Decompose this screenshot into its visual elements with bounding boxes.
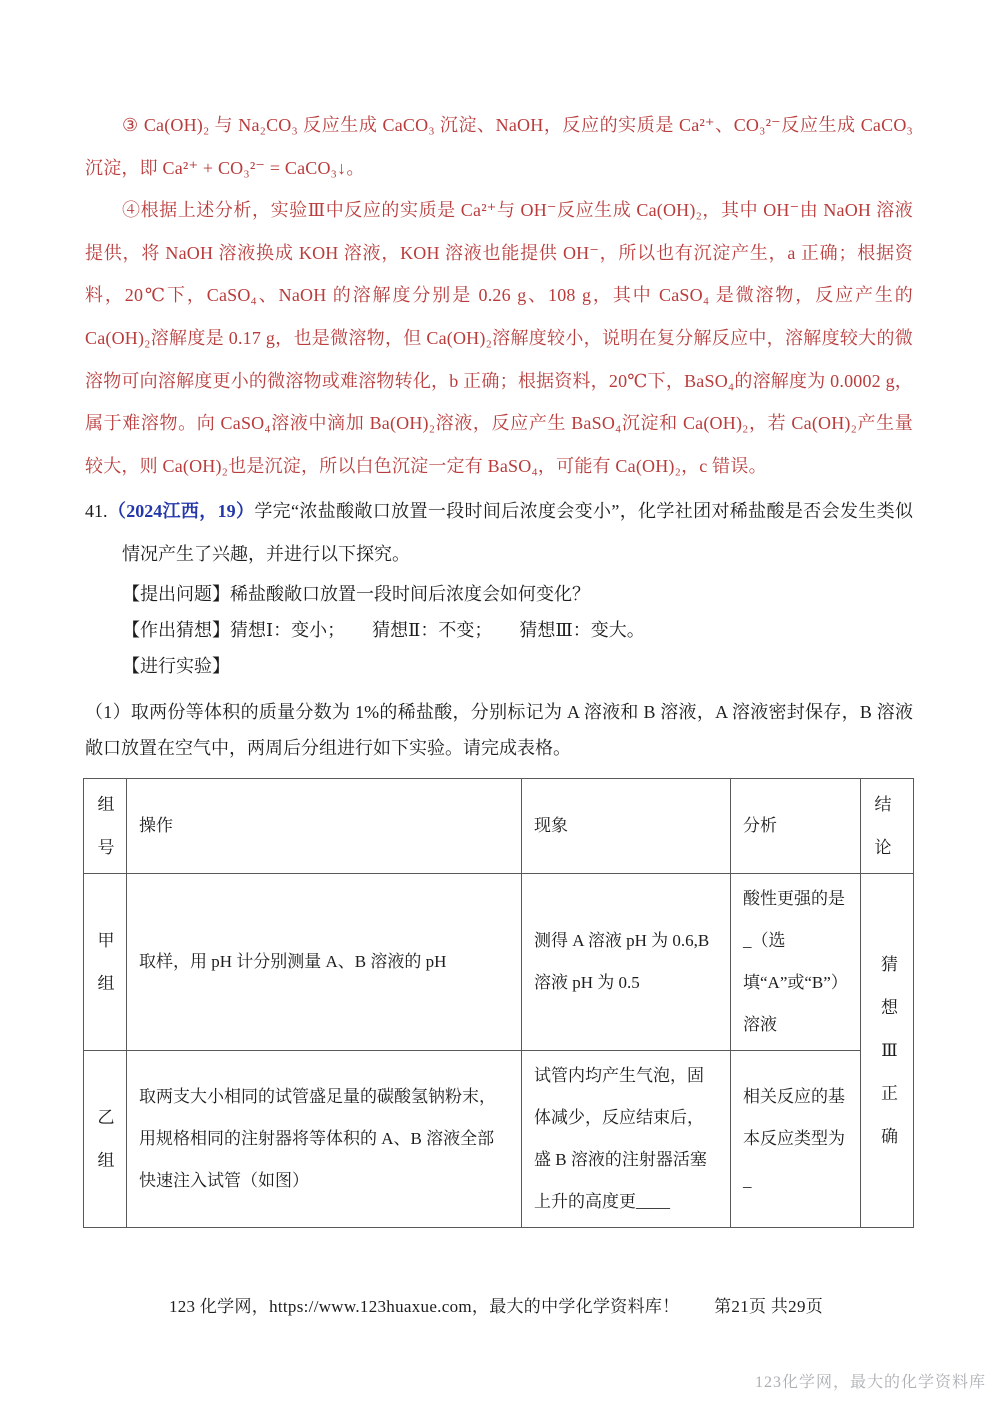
table-header-row: [84, 779, 914, 874]
header-group-cell: [84, 779, 127, 874]
question-41-intro-line: [85, 490, 913, 576]
question-source-tag: （2024江西，19）: [107, 501, 255, 522]
row1-operation-cell: 取样，用 pH 计分别测量 A、B 溶液的 pH: [127, 874, 522, 1051]
section-propose-problem: 【提出问题】稀盐酸敞口放置一段时间后浓度会如何变化？: [122, 584, 590, 605]
row1-group-cell: [84, 874, 127, 1051]
row2-group-cell: [84, 1051, 127, 1228]
question-intro-text: 学完“浓盐酸敞口放置一段时间后浓度会变小”，化学社团对稀盐酸是否会发生类似情况产生了兴趣，并进行以下探究。: [122, 501, 913, 565]
header-operation-cell: 操作: [127, 779, 522, 874]
experiment-table: [83, 778, 914, 1228]
row1-group-label: 甲组: [97, 931, 115, 994]
row2-operation-cell: 取两支大小相同的试管盛足量的碳酸氢钠粉末，用规格相同的注射器将等体积的 A、B 溶液全部快速注入试管（如图）: [127, 1051, 522, 1228]
page-content: [85, 104, 913, 1228]
conclusion-span-cell: [861, 874, 914, 1228]
analysis-paragraph-4: ④根据上述分析，实验Ⅲ中反应的实质是 Ca²⁺与 OH⁻反应生成 Ca(OH)₂，其中 OH⁻由 NaOH 溶液提供，将 NaOH 溶液换成 KOH 溶液，KOH 溶液也能提供 OH⁻，所以也有沉淀产生，a 正确；根据资料，20℃下，CaSO₄、NaOH 的溶解度分别是 0.26 g、108 g，其中 CaSO₄ 是微溶物，反应产生的 Ca(OH)₂溶解度是 0.17 g，也是微溶物，但 Ca(OH)₂溶解度较小，说明在复分解反应中，溶解度较大的微溶物可向溶解度更小的微溶物或难溶物转化，b 正确；根据资料，20℃下，BaSO₄的溶解度为 0.0002 g，属于难溶物。向 CaSO₄溶液中滴加 Ba(OH)₂溶液，反应产生 BaSO₄沉淀和 Ca(OH)₂，若 Ca(OH)₂产生量较大，则 Ca(OH)₂也是沉淀，所以白色沉淀一定有 BaSO₄，可能有 Ca(OH)₂，c 错误。: [85, 200, 913, 476]
section-make-guesses: 【作出猜想】猜想Ⅰ：变小； 猜想Ⅱ：不变； 猜想Ⅲ：变大。: [122, 620, 645, 641]
page-footer: 123 化学网，https://www.123huaxue.com，最大的中学化学资料库！ 第21页 共29页: [168, 1297, 824, 1316]
header-analysis-cell: 分析: [731, 779, 861, 874]
row2-group-label: 乙组: [97, 1108, 115, 1171]
header-conclusion-cell: [861, 779, 914, 874]
row2-phenomenon-cell: 试管内均产生气泡，固体减少，反应结束后，盛 B 溶液的注射器活塞上升的高度更____: [522, 1051, 731, 1228]
question-number: 41.: [85, 501, 108, 522]
experiment-step-1: （1）取两份等体积的质量分数为 1%的稀盐酸，分别标记为 A 溶液和 B 溶液，A 溶液密封保存，B 溶液敞口放置在空气中，两周后分组进行如下实验。请完成表格。: [85, 702, 913, 759]
row1-phenomenon-cell: 测得 A 溶液 pH 为 0.6,B 溶液 pH 为 0.5: [522, 874, 731, 1051]
table-row-group-yi: [84, 1051, 914, 1228]
watermark-text: 123化学网，最大的化学资料库: [754, 1374, 986, 1391]
conclusion-span-text: 猜想Ⅲ正确: [881, 955, 898, 1147]
section-do-experiment: 【进行实验】: [122, 656, 230, 677]
row1-analysis-cell: 酸性更强的是_（选填“A”或“B”）溶液: [731, 874, 861, 1051]
row2-analysis-cell: 相关反应的基本反应类型为_: [731, 1051, 861, 1228]
question-41-block: [85, 490, 913, 766]
header-phenomenon-cell: 现象: [522, 779, 731, 874]
header-conclusion-label: 结论: [874, 795, 892, 858]
analysis-paragraph-3: ③ Ca(OH)₂ 与 Na₂CO₃ 反应生成 CaCO₃ 沉淀、NaOH，反应的实质是 Ca²⁺、CO₃²⁻反应生成 CaCO₃ 沉淀，即 Ca²⁺ + CO₃²⁻ = CaCO₃↓。: [85, 115, 913, 178]
table-row-group-jia: [84, 874, 914, 1051]
header-group-label: 组号: [97, 795, 115, 858]
